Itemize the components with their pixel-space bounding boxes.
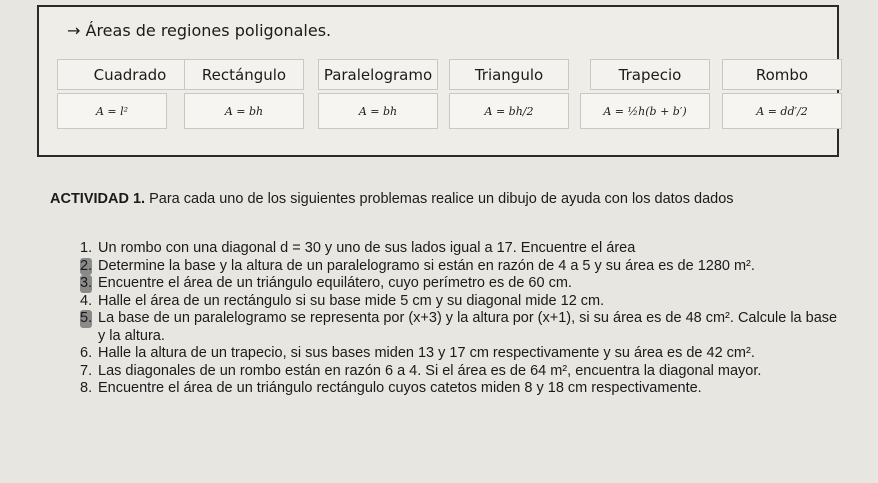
- formula-rectangulo: A = bh: [184, 93, 304, 129]
- problem-text: Encuentre el área de un triángulo equilátero, cuyo perímetro es de 60 cm.: [98, 275, 572, 291]
- problem-item: [80, 310, 840, 345]
- activity-instructions: [50, 190, 840, 209]
- shape-paralelogramo: Paralelogramo: [318, 59, 438, 90]
- problem-text: Encuentre el área de un triángulo rectángulo cuyos catetos miden 8 y 18 cm respectivamente.: [98, 380, 702, 396]
- problem-number: 8.: [80, 380, 93, 396]
- activity-heading: ACTIVIDAD 1.: [50, 191, 146, 207]
- shape-rombo: Rombo: [722, 59, 842, 90]
- problem-number: 3.: [80, 275, 93, 291]
- problem-item: [80, 258, 840, 276]
- problem-number: 2.: [80, 257, 93, 274]
- problem-item: [80, 275, 840, 293]
- box-title: → Áreas de regiones poligonales.: [67, 21, 332, 40]
- problem-number: 1.: [80, 240, 93, 256]
- problem-number: 5.: [80, 310, 93, 326]
- problem-text: Halle la altura de un trapecio, si sus bases miden 13 y 17 cm respectivamente y su área es de 42 cm².: [98, 345, 755, 361]
- problem-text: Determine la base y la altura de un paralelogramo si están en razón de 4 a 5 y su área es de 1280 m².: [98, 257, 755, 274]
- formula-rombo: A = dd′/2: [722, 93, 842, 129]
- problem-number: 4.: [80, 292, 93, 309]
- activity-text: Para cada uno de los siguientes problemas realice un dibujo de ayuda con los datos dados: [149, 191, 734, 207]
- formula-trapecio: A = ½h(b + b′): [580, 93, 710, 129]
- problem-item: [80, 240, 840, 258]
- formula-triangulo: A = bh/2: [449, 93, 569, 129]
- problem-number: 6.: [80, 345, 93, 361]
- formula-paralelogramo: A = bh: [318, 93, 438, 129]
- problem-text: Un rombo con una diagonal d = 30 y uno de sus lados igual a 17. Encuentre el área: [98, 240, 636, 256]
- problem-list: [80, 240, 840, 398]
- problem-text: Halle el área de un rectángulo si su base mide 5 cm y su diagonal mide 12 cm.: [98, 292, 605, 309]
- problem-item: [80, 380, 840, 398]
- shape-triangulo: Triangulo: [449, 59, 569, 90]
- problem-text: Las diagonales de un rombo están en razón 6 a 4. Si el área es de 64 m², encuentra la diagonal mayor.: [98, 362, 762, 379]
- problem-item: [80, 345, 840, 363]
- problem-item: [80, 293, 840, 311]
- problem-text: La base de un paralelogramo se representa por (x+3) y la altura por (x+1), si su área es de 48 cm². Calcule la base y la altura.: [98, 310, 838, 344]
- shape-trapecio: Trapecio: [590, 59, 710, 90]
- problem-number: 7.: [80, 362, 93, 379]
- formula-box: [37, 5, 839, 157]
- formula-cuadrado: A = l²: [57, 93, 167, 129]
- shape-cuadrado: Cuadrado: [57, 59, 203, 90]
- problem-item: [80, 363, 840, 381]
- shape-rectangulo: Rectángulo: [184, 59, 304, 90]
